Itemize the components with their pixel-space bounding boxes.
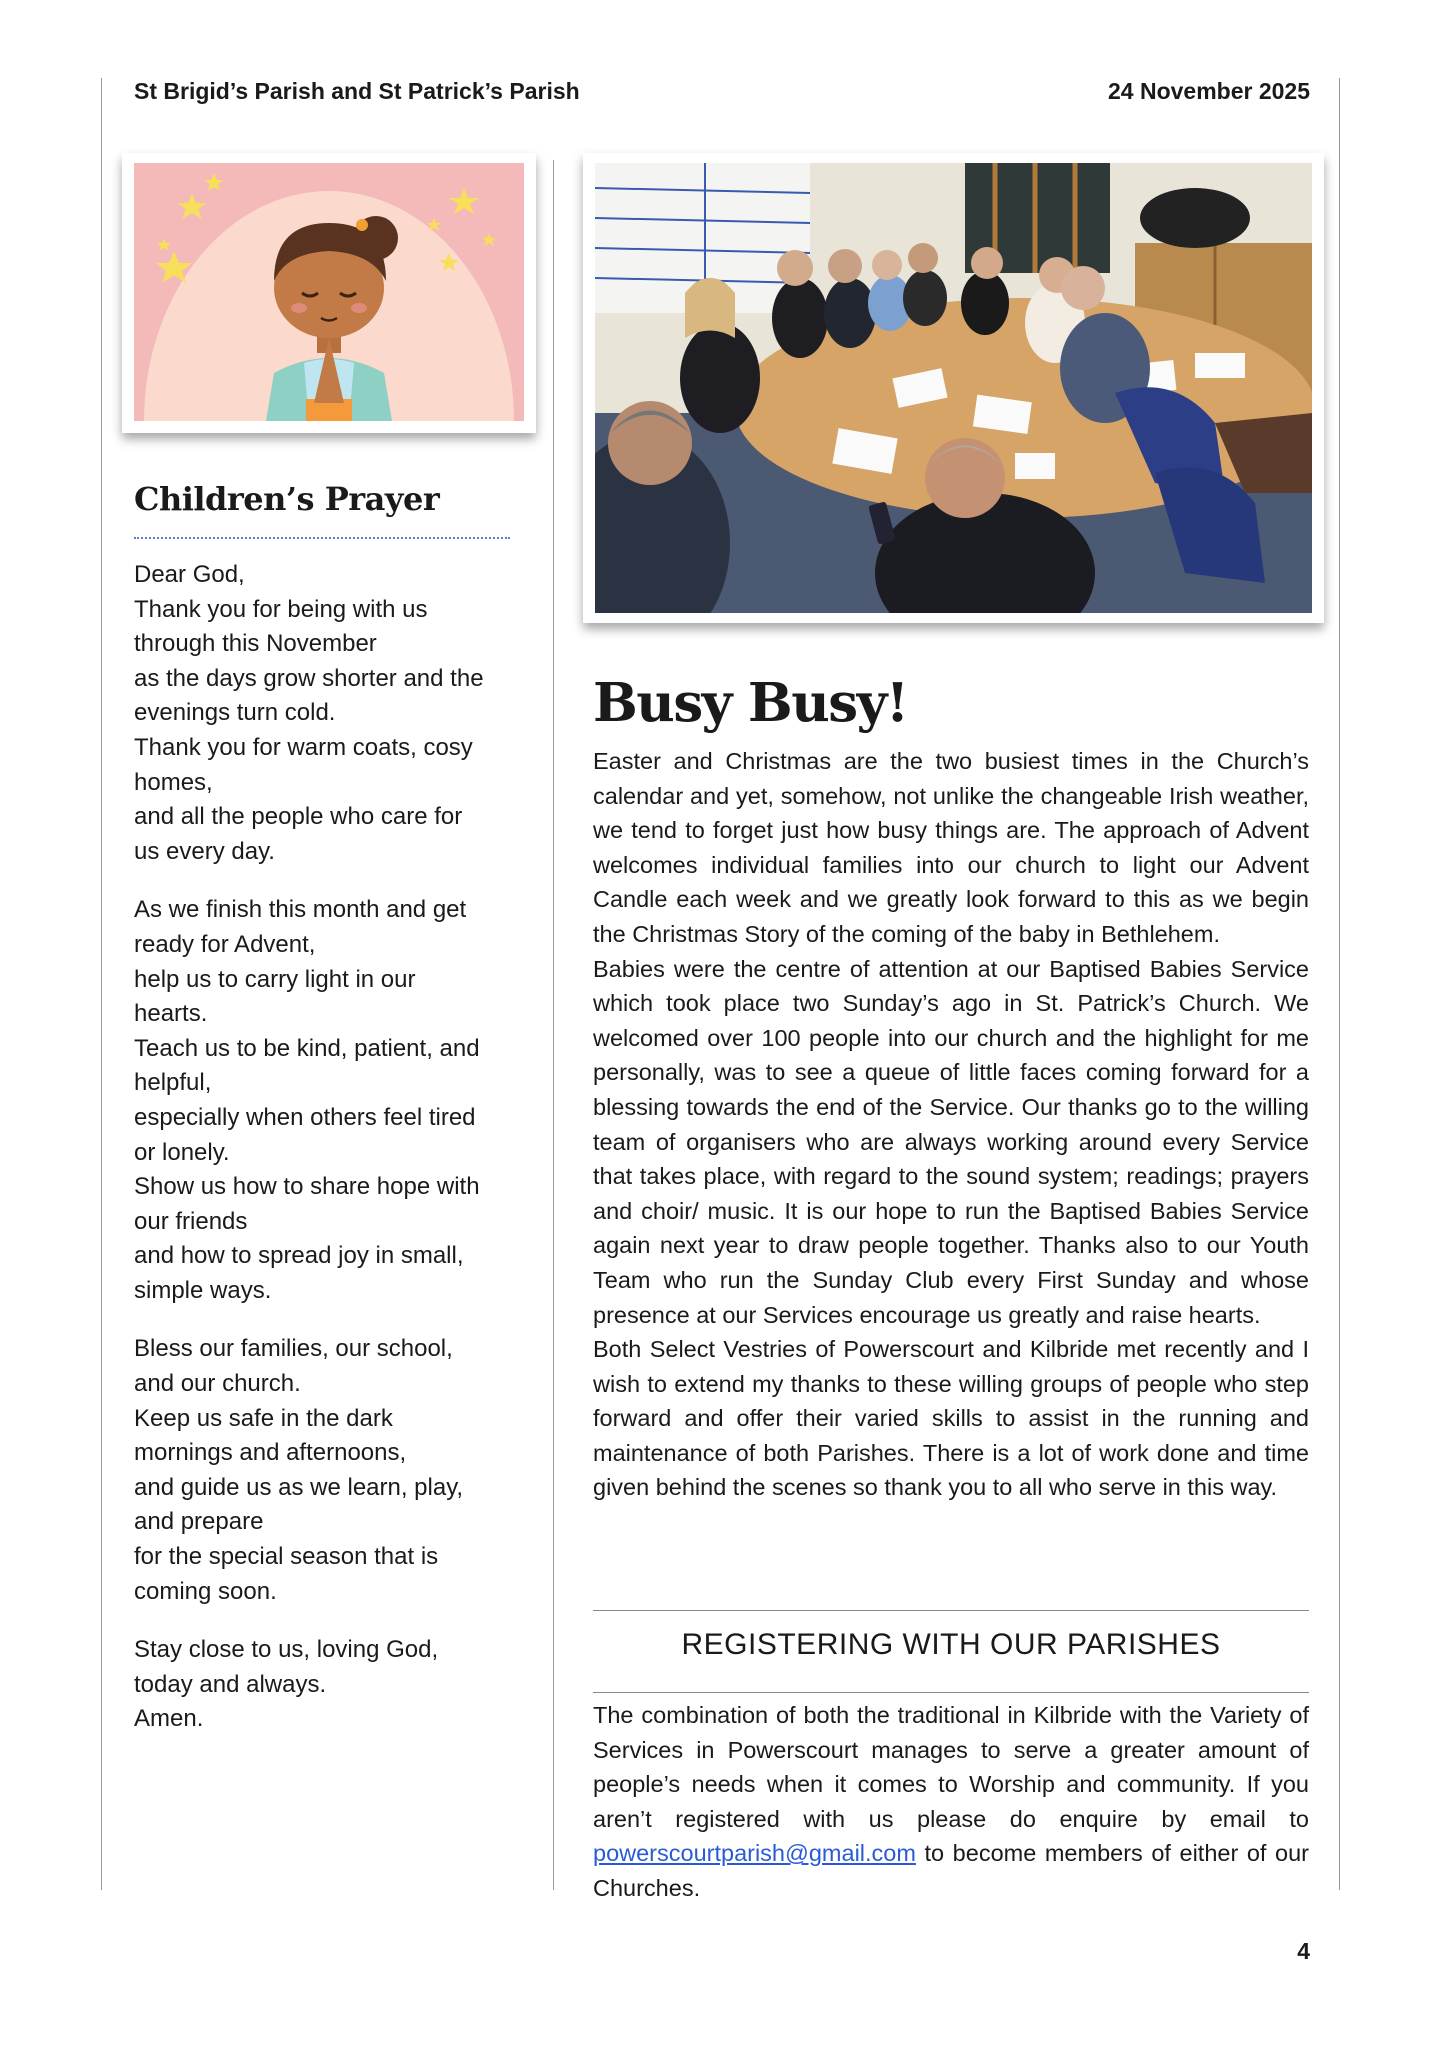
prayer-line: Keep us safe in the dark: [134, 1404, 393, 1432]
prayer-line: Amen.: [134, 1705, 204, 1733]
prayer-line: homes,: [134, 768, 213, 796]
prayer-line: and our church.: [134, 1370, 301, 1398]
prayer-line: help us to carry light in our: [134, 965, 416, 993]
prayer-line: mornings and afternoons,: [134, 1439, 407, 1467]
prayer-line: for the special season that is: [134, 1543, 439, 1571]
meeting-photo-frame: [583, 153, 1324, 623]
prayer-line: Thank you for warm coats, cosy: [134, 733, 473, 761]
newsletter-date: 24 November 2025: [1107, 78, 1310, 104]
prayer-line: and guide us as we learn, play,: [134, 1473, 464, 1501]
prayer-line: and all the people who care for: [134, 803, 463, 831]
prayer-line: or lonely.: [134, 1138, 230, 1166]
prayer-line: through this November: [134, 630, 377, 658]
prayer-line: as the days grow shorter and the: [134, 664, 484, 692]
registering-paragraph: [593, 1698, 1309, 1906]
registering-body: [593, 1698, 1309, 1906]
children-prayer-text: [134, 558, 524, 1761]
praying-child-illustration-frame: [122, 153, 536, 433]
left-margin-rule: [101, 78, 102, 1890]
column-divider-rule: [553, 160, 554, 1890]
prayer-line: our friends: [134, 1207, 248, 1235]
prayer-line: and prepare: [134, 1508, 264, 1536]
article-body: [593, 744, 1309, 1505]
prayer-line: Stay close to us, loving God,: [134, 1636, 439, 1664]
prayer-line: coming soon.: [134, 1577, 277, 1605]
prayer-line: especially when others feel tired: [134, 1103, 476, 1131]
registering-text-end: to become members of either of our Churches.: [593, 1840, 1309, 1901]
prayer-title: Children’s Prayer: [134, 480, 440, 518]
registering-text-start: The combination of both the traditional in Kilbride with the Variety of Services in Powerscourt manages to serve a greater amount of people’s needs when it comes to Worship and community. If you aren’t registered with us please do enquire by email to: [593, 1702, 1309, 1832]
prayer-stanza-1: [134, 558, 524, 869]
prayer-line: Thank you for being with us: [134, 595, 428, 623]
prayer-line: Teach us to be kind, patient, and: [134, 1034, 480, 1062]
prayer-line: Bless our families, our school,: [134, 1335, 453, 1363]
prayer-line: simple ways.: [134, 1276, 272, 1304]
meeting-photo: [595, 163, 1312, 613]
prayer-stanza-3: [134, 1332, 524, 1609]
email-link[interactable]: powerscourtparish@gmail.com: [593, 1840, 916, 1867]
prayer-line: evenings turn cold.: [134, 699, 336, 727]
prayer-line: and how to spread joy in small,: [134, 1242, 464, 1270]
prayer-line: ready for Advent,: [134, 930, 316, 958]
prayer-line: us every day.: [134, 837, 275, 865]
prayer-line: Dear God,: [134, 561, 245, 588]
prayer-line: today and always.: [134, 1670, 327, 1698]
prayer-line: hearts.: [134, 1000, 208, 1028]
article-paragraph-1: Easter and Christmas are the two busiest times in the Church’s calendar and yet, somehow, not unlike the changeable Irish weather, we tend to forget just how busy things are. The approach of Advent welcomes individual families into our church to light our Advent Candle each week and we greatly look forward to this as we begin the Christmas Story of the coming of the baby in Bethlehem.: [593, 748, 1309, 947]
parish-header: St Brigid’s Parish and St Patrick’s Parish: [134, 78, 580, 104]
prayer-line: Show us how to share hope with: [134, 1173, 480, 1201]
right-margin-rule: [1339, 78, 1340, 1890]
registering-top-rule: [593, 1610, 1309, 1611]
praying-child-illustration: [134, 163, 524, 421]
prayer-title-underline: [134, 537, 510, 539]
page-number: 4: [1297, 1938, 1310, 1964]
article-paragraph-2: Babies were the centre of attention at our Baptised Babies Service which took place two Sunday’s ago in St. Patrick’s Church. We welcomed over 100 people into our church and the highlight for me personally, was to see a queue of little faces coming forward for a blessing towards the end of the Service. Our thanks go to the willing team of organisers who are always working around every Service that takes place, with regard to the sound system; readings; prayers and choir/ music. It is our hope to run the Baptised Babies Service again next year to draw people together. Thanks also to our Youth Team who run the Sunday Club every First Sunday and whose presence at our Services encourage us greatly and raise hearts.: [593, 955, 1309, 1328]
registering-bottom-rule: [593, 1692, 1309, 1693]
prayer-stanza-2: [134, 893, 524, 1308]
registering-heading: REGISTERING WITH OUR PARISHES: [681, 1628, 1221, 1661]
prayer-stanza-4: [134, 1633, 524, 1737]
article-title: Busy Busy!: [593, 672, 908, 734]
article-paragraph-3: Both Select Vestries of Powerscourt and Kilbride met recently and I wish to extend my thanks to these willing groups of people who step forward and offer their varied skills to assist in the running and maintenance of both Parishes. There is a lot of work done and time given behind the scenes so thank you to all who serve in this way.: [593, 1336, 1309, 1501]
prayer-line: As we finish this month and get: [134, 896, 467, 924]
prayer-line: helpful,: [134, 1069, 212, 1097]
